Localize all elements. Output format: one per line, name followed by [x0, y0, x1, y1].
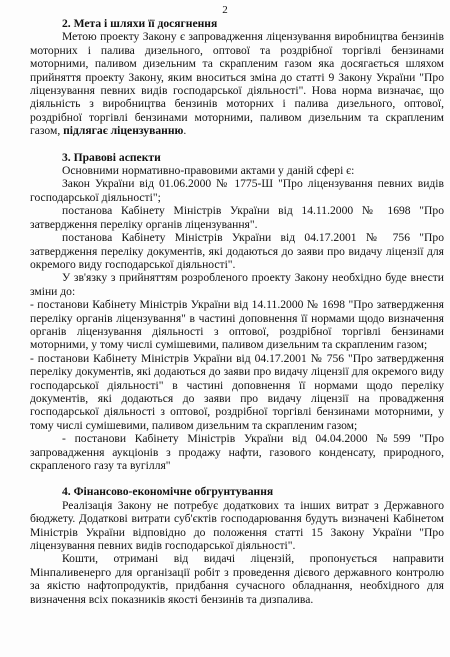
- legal-act-item: постанова Кабінету Міністрів України від 14.11.2000 № 1698 "Про затвердження переліку органів ліцензування".: [30, 204, 444, 231]
- legal-act-item: Закон України від 01.06.2000 № 1775-Ш "Про ліцензування певних видів господарської діяльності";: [30, 177, 444, 204]
- section-2-heading: 2. Мета і шляхи її досягнення: [62, 17, 218, 30]
- section-4-paragraph: Реалізація Закону не потребує додаткових та інших витрат з Державного бюджету. Додаткові витрати суб'єктів господарювання будуть визначені Кабінетом Міністрів України відповідно до положення статті 15 Закону України "Про ліцензування певних видів господарської діяльності".: [30, 498, 444, 553]
- changes-intro: У зв'язку з прийняттям розробленого проекту Закону необхідно буде внести зміни до:: [30, 271, 444, 298]
- section-2-emphasis: підлягає ліцензуванню: [63, 124, 184, 138]
- section-4-paragraph: Кошти, отримані від видачі ліцензій, пропонується направити Мінпаливенерго для організації робіт з проведення дієвого державного контролю за якістю нафтопродуктів, придбання сучасного обладнання, необхідного для визначення всіх показників якості бензинів та дизпалива.: [30, 552, 444, 606]
- section-3-intro: Основними нормативно-правовими актами у даній сфері є:: [62, 164, 355, 178]
- spacer: [30, 138, 444, 151]
- section-3-heading: 3. Правові аспекти: [62, 150, 161, 164]
- change-item: - постанови Кабінету Міністрів України від 14.11.2000 № 1698 "Про затвердження переліку органів ліцензування" в частині доповнення її нормами щодо визначення органів ліцензування діяльності з оптової, роздрібної торгівлі бензинами моторними, у тому числі сумішевими, паливом дизельним та скрапленим газом;: [30, 298, 444, 352]
- legal-act-item: постанова Кабінету Міністрів України від 04.17.2001 № 756 "Про затвердження переліку документів, які додаються до заяви про видачу ліцензії для окремого виду господарської діяльності".: [30, 231, 444, 271]
- document-body: [30, 17, 444, 606]
- section-2-end: .: [183, 124, 187, 138]
- section-2-text: Метою проекту Закону є запровадження ліцензування виробництва бензинів моторних і палива дизельного, оптової та роздрібної торгівлі бензинами моторними, паливом дизельним та скрапленим газом яка досягається шляхом прийняття проекту Закону, яким вноситься зміна до статті 9 Закону України "Про ліцензування певних видів господарської діяльності". Нова норма визначає, що діяльність з виробництва бензинів моторних і палива дизельного, оптової, роздрібної торгівлі бензинами моторними, паливом дизельним та скрапленим газом,: [30, 30, 444, 138]
- spacer: [30, 472, 444, 485]
- section-4-heading: 4. Фінансово-економічне обгрунтування: [62, 485, 274, 499]
- change-item: - постанови Кабінету Міністрів України від 04.17.2001 № 756 "Про затвердження переліку документів, які додаються до заяви про видачу ліцензії для окремого виду господарської діяльності" в частині доповнення її нормами щодо переліку документів, які додаються до заяви про видачу ліцензії на провадження господарської діяльності з оптової, роздрібної торгівлі бензинами моторними, у тому числі сумішевими, паливом дизельним та скрапленим газом;: [30, 351, 444, 432]
- change-item: - постанови Кабінету Міністрів України від 04.04.2000 №599 "Про запровадження аукціонів з продажу нафти, газового конденсату, природного, скрапленого газу та вугілля": [30, 432, 444, 472]
- section-2-paragraph: [30, 30, 444, 137]
- page-number: 2: [222, 4, 228, 16]
